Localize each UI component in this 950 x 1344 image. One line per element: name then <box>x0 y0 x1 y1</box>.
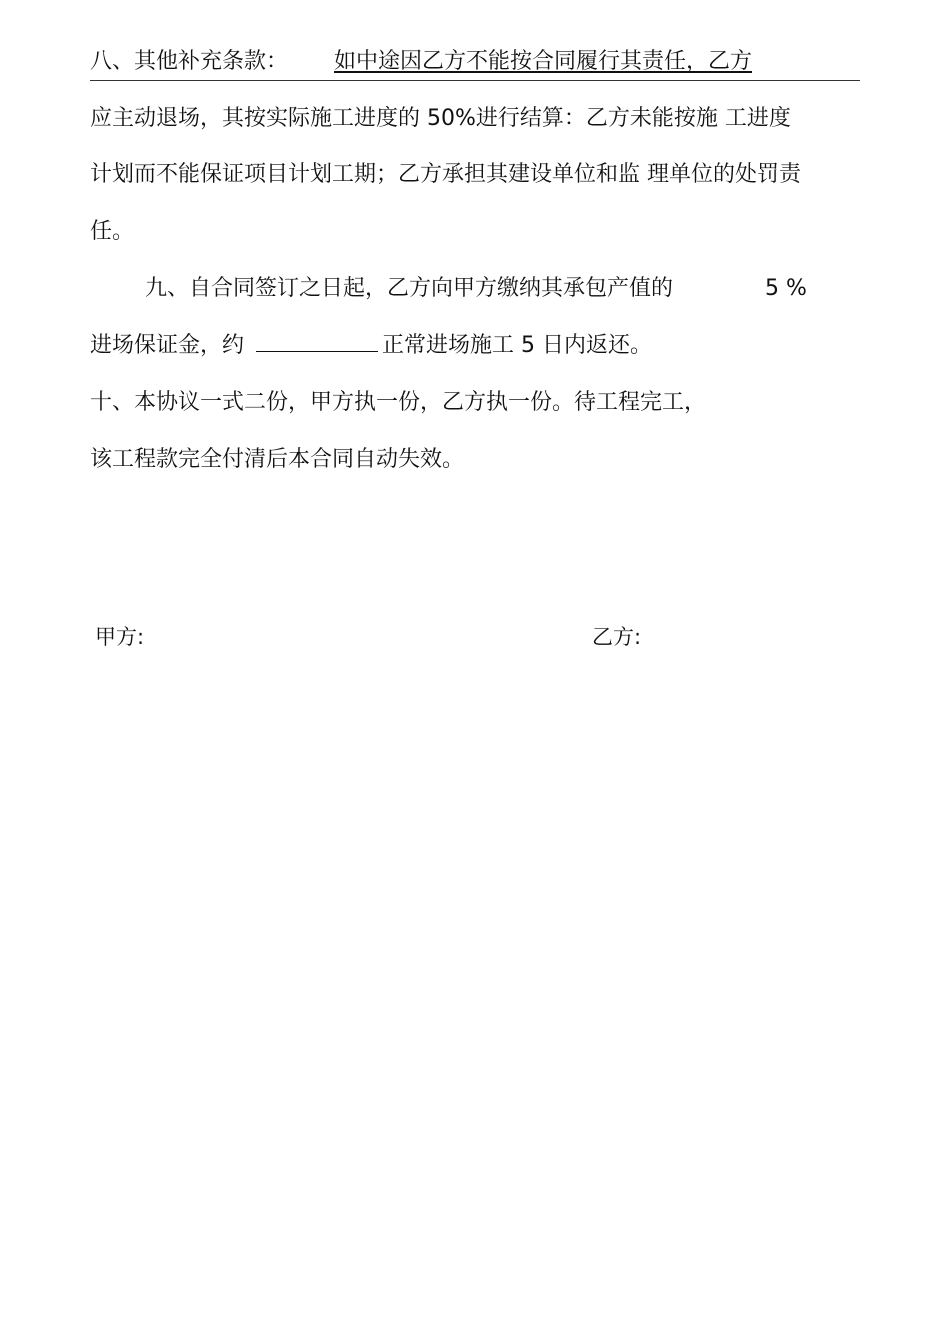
clause-9-line-1 <box>145 274 807 304</box>
clause-9-text: 九、自合同签订之日起，乙方向甲方缴纳其承包产值的 <box>145 276 674 301</box>
deposit-amount-blank <box>256 331 378 352</box>
clause-8-underlined-text: 如中途因乙方不能按合同履行其责任，乙方 <box>334 49 753 74</box>
clause-9-return-text: 正常进场施工 5 日内返还。 <box>382 333 652 358</box>
clause-8-line-4: 任。 <box>90 219 135 244</box>
clause-9-percent: 5 % <box>765 276 807 301</box>
clause-10-line-2: 该工程款完全付清后本合同自动失效。 <box>90 447 465 472</box>
party-a-signature-label: 甲方: <box>95 625 145 649</box>
clause-9-deposit-label: 进场保证金，约 <box>90 333 245 358</box>
party-b-signature-label: 乙方: <box>592 625 642 649</box>
clause-8-line-3: 计划而不能保证项目计划工期；乙方承担其建设单位和监 理单位的处罚责 <box>90 162 801 187</box>
clause-8-line-2: 应主动退场，其按实际施工进度的 50%进行结算：乙方未能按施 工进度 <box>90 106 791 131</box>
clause-8-label: 八、其他补充条款： <box>90 49 289 74</box>
header-rule <box>90 80 860 81</box>
clause-9-line-2 <box>90 331 652 361</box>
clause-10-line-1: 十、本协议一式二份，甲方执一份，乙方执一份。待工程完工， <box>90 390 707 415</box>
clause-8-line-1 <box>90 47 752 77</box>
